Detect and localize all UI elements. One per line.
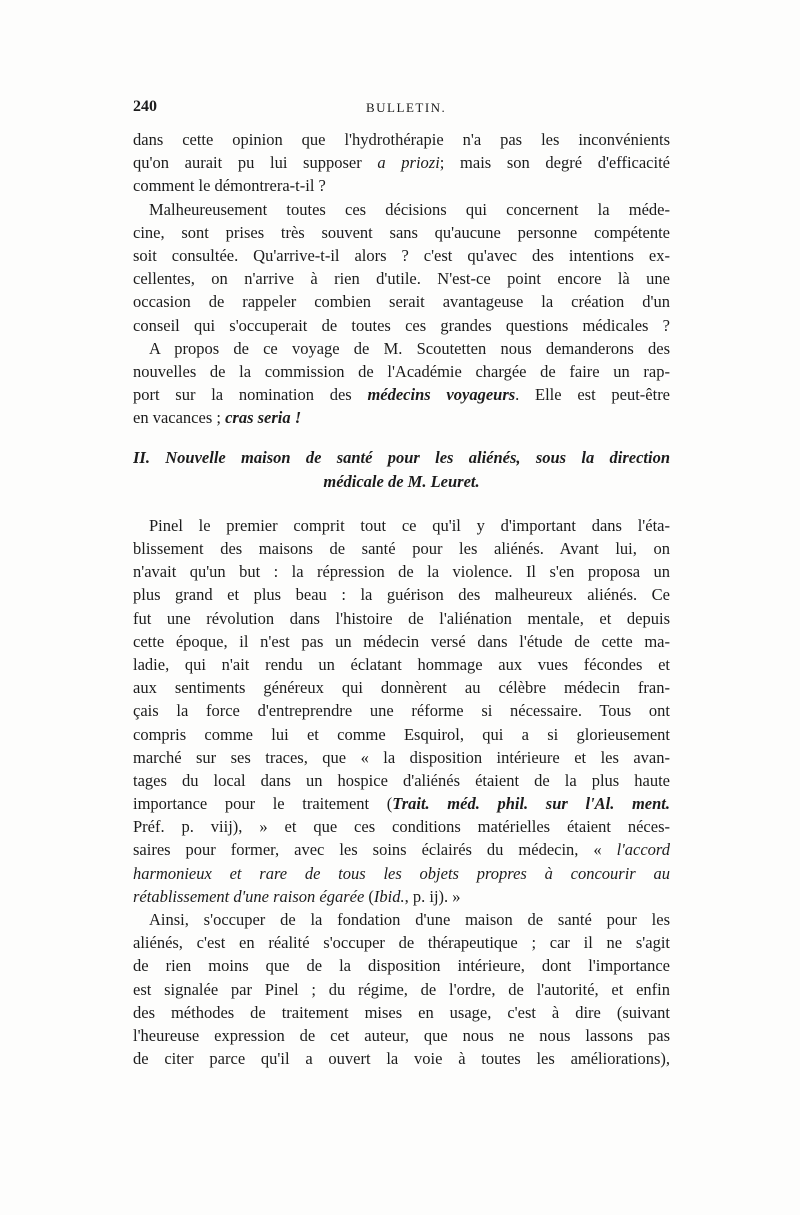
heading-line: II. Nouvelle maison de santé pour les aliénés, sous la direction: [133, 448, 670, 468]
text-line: des méthodes de traitement mises en usage, c'est à dire (suivant: [133, 1002, 670, 1022]
text-line: [133, 792, 670, 815]
section-heading: [133, 446, 670, 492]
text-line: compris comme lui et comme Esquirol, qui a si glorieusement: [133, 724, 670, 744]
text-line: fut une révolution dans l'histoire de l'aliénation mentale, et depuis: [133, 608, 670, 628]
text-line: dans cette opinion que l'hydrothérapie n'a pas les inconvénients: [133, 130, 670, 149]
text-line: marché sur ses traces, que « la disposition intérieure et les avan-: [133, 747, 670, 767]
paragraph: [133, 514, 670, 908]
text-segment: saires pour former, avec les soins éclairés du médecin, «: [133, 840, 617, 860]
text-line: n'avait qu'un but : la répression de la violence. Il s'en proposa un: [133, 562, 670, 582]
text-line: çais la force d'entreprendre une réforme si nécessaire. Tous ont: [133, 701, 670, 721]
text-line: est signalée par Pinel ; du régime, de l'ordre, de l'autorité, et enfin: [133, 979, 670, 999]
text-line: A propos de ce voyage de M. Scoutetten nous demanderons des: [149, 338, 670, 358]
text-line: cellentes, on n'arrive à rien d'utile. N'est-ce point encore là une: [133, 269, 670, 289]
page-number: 240: [133, 98, 157, 115]
text-line: comment le démontrera-t-il ?: [133, 176, 326, 196]
emphasis-text: l'accord: [616, 840, 670, 860]
emphasis-text: a priozi: [377, 153, 440, 173]
text-line: de citer parce qu'il a ouvert la voie à toutes les améliorations),: [133, 1049, 670, 1069]
text-line: aliénés, c'est en réalité s'occuper de thérapeutique ; car il ne s'agit: [133, 933, 670, 953]
paragraph: [133, 337, 670, 430]
text-segment: port sur la nomination des: [133, 385, 368, 405]
text-line: blissement des maisons de santé pour les aliénés. Avant lui, on: [133, 539, 670, 558]
text-line: tages du local dans un hospice d'aliénés étaient de la plus haute: [133, 770, 670, 790]
text-line: conseil qui s'occuperait de toutes ces grandes questions médicales ?: [133, 315, 670, 335]
emphasis-text: Ibid.: [373, 886, 405, 906]
emphasis-text: Trait. méd. phil. sur l'Al. ment.: [392, 794, 670, 814]
text-line: Pinel le premier comprit tout ce qu'il y d'important dans l'éta-: [149, 515, 670, 535]
running-header: [133, 97, 670, 119]
text-line: de rien moins que de la disposition intérieure, dont l'importance: [133, 956, 670, 976]
text-line: [133, 838, 670, 861]
text-line: [133, 885, 670, 908]
text-line: plus grand et plus beau : la guérison des malheureux aliénés. Ce: [133, 585, 670, 605]
text-line: ladie, qui n'ait rendu un éclatant hommage aux vues fécondes et: [133, 654, 670, 674]
text-segment: importance pour le traitement (: [133, 794, 393, 814]
text-line: occasion de rappeler combien serait avantageuse la création d'un: [133, 292, 670, 312]
text-line: Ainsi, s'occuper de la fondation d'une maison de santé pour les: [149, 910, 670, 929]
text-line: nouvelles de la commission de l'Académie chargée de faire un rap-: [133, 361, 670, 381]
text-line: [133, 383, 670, 406]
text-line: Préf. p. viij), » et que ces conditions matérielles étaient néces-: [133, 817, 670, 837]
text-column: [133, 128, 670, 1070]
paragraph: [133, 908, 670, 1070]
text-segment: . Elle est peut-être: [515, 385, 670, 405]
text-line: aux sentiments généreux qui donnèrent au célèbre médecin fran-: [133, 678, 670, 698]
paragraph: [133, 128, 670, 198]
emphasis-text: rétablissement d'une raison égarée: [133, 886, 365, 906]
text-segment: qu'on aurait pu lui supposer: [133, 153, 378, 173]
text-line: [133, 406, 670, 429]
text-line: soit consultée. Qu'arrive-t-il alors ? c'est qu'avec des intentions ex-: [133, 245, 670, 265]
text-segment: ; mais son degré d'efficacité: [439, 153, 670, 173]
running-title: BULLETIN.: [366, 100, 447, 115]
text-segment: (: [364, 886, 374, 906]
text-segment: , p. ij). »: [404, 886, 461, 906]
text-line: cette époque, il n'est pas un médecin versé dans l'étude de cette ma-: [133, 631, 670, 651]
text-line: [133, 151, 670, 174]
text-segment: en vacances ;: [133, 408, 226, 428]
heading-line: médicale de M. Leuret.: [323, 471, 480, 491]
text-line: cine, sont prises très souvent sans qu'aucune personne compétente: [133, 222, 670, 242]
text-line: harmonieux et rare de tous les objets propres à concourir au: [133, 863, 670, 883]
text-line: l'heureuse expression de cet auteur, que nous ne nous lassons pas: [133, 1025, 670, 1045]
paragraph: [133, 198, 670, 337]
emphasis-text: cras seria !: [225, 408, 302, 428]
text-line: Malheureusement toutes ces décisions qui concernent la méde-: [149, 199, 670, 219]
emphasis-text: médecins voyageurs: [367, 385, 516, 405]
